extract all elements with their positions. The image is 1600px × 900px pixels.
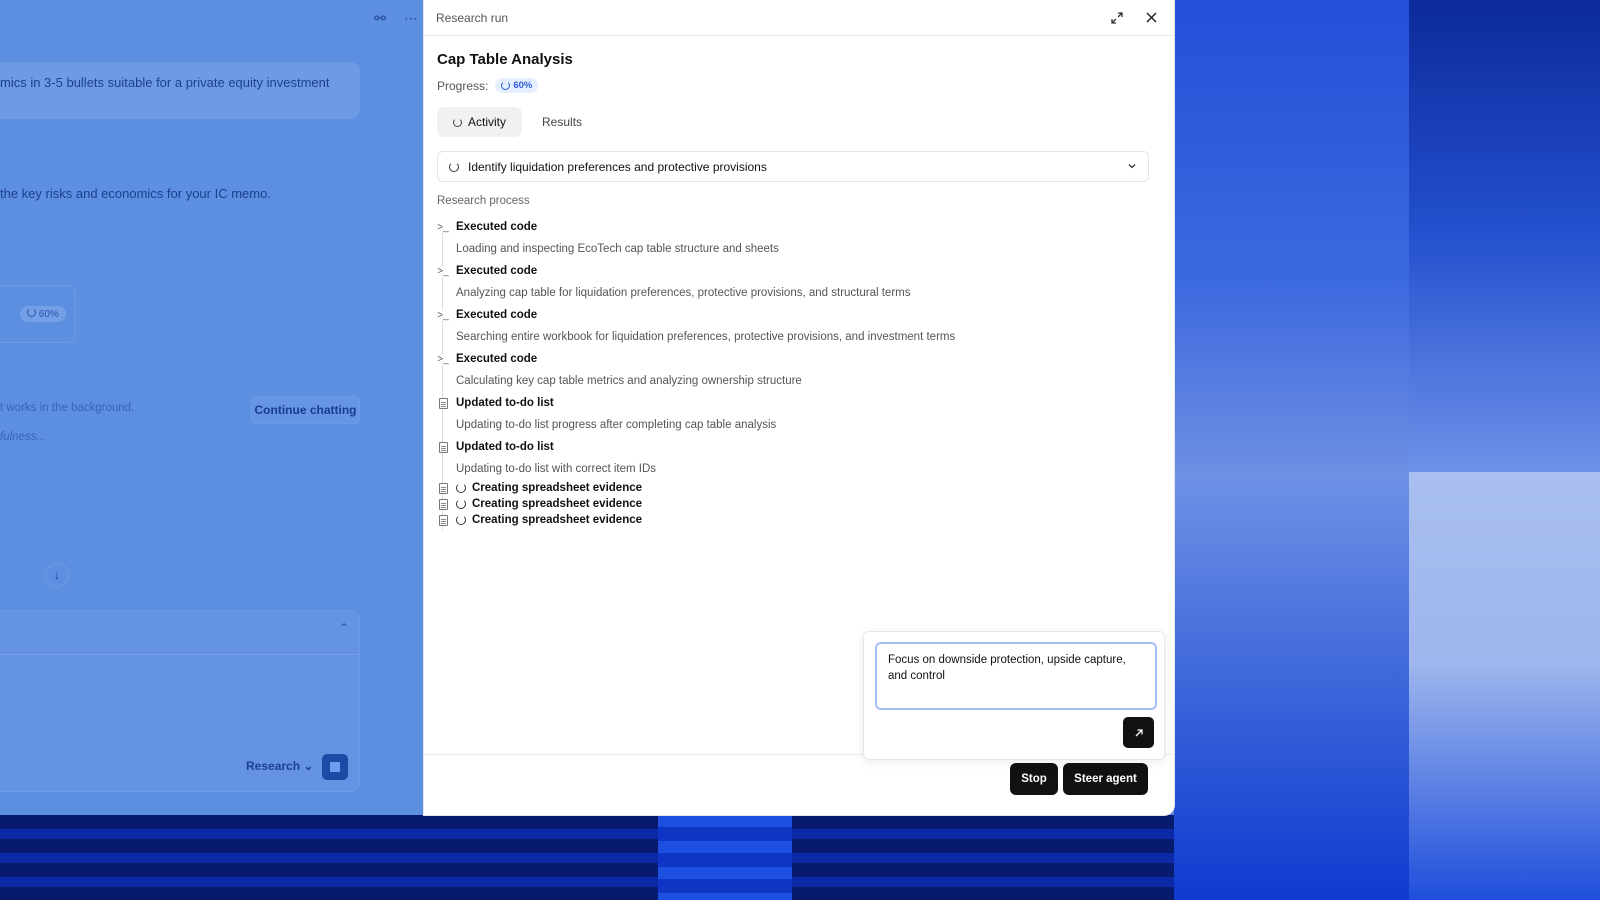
current-task-label: Identify liquidation preferences and protective provisions: [468, 159, 767, 174]
document-icon: [437, 499, 449, 510]
wallpaper-tile: [1174, 472, 1409, 900]
more-icon[interactable]: ⋯: [404, 10, 418, 26]
step-description: Updating to-do list progress after completing cap table analysis: [456, 419, 777, 431]
chevron-down-icon: [1127, 160, 1137, 174]
step-description: Calculating key cap table metrics and analyzing ownership structure: [456, 375, 802, 387]
mode-select[interactable]: [246, 759, 313, 773]
step-title: Executed code: [456, 353, 538, 365]
spinner-icon: [501, 81, 510, 90]
wallpaper-tile: [0, 815, 1174, 900]
pending-step[interactable]: [437, 512, 1137, 528]
composer-divider: [0, 654, 359, 655]
chevron-up-icon[interactable]: ⌃: [338, 621, 349, 635]
close-icon[interactable]: [1140, 7, 1162, 29]
continue-chatting-button[interactable]: Continue chatting: [251, 396, 360, 424]
progress-row: [437, 78, 538, 93]
user-message-bubble: mics in 3-5 bullets suitable for a private equity investment: [0, 62, 360, 119]
panel-header: [424, 0, 1174, 36]
pending-step[interactable]: [437, 480, 1137, 496]
step-title: Creating spreadsheet evidence: [472, 498, 643, 510]
research-process-label: Research process: [437, 195, 530, 207]
step-title: Executed code: [456, 221, 538, 233]
timeline-step[interactable]: [437, 304, 1137, 326]
spinner-icon: [456, 483, 466, 493]
research-card-progress-value: 60%: [38, 309, 59, 320]
step-title: Creating spreadsheet evidence: [472, 482, 643, 494]
step-title: Updated to-do list: [456, 397, 554, 409]
progress-label: Progress:: [437, 78, 489, 93]
stop-button[interactable]: Stop: [1010, 763, 1058, 795]
mode-select-label: Research: [246, 759, 301, 773]
assistant-message: the key risks and economics for your IC memo.: [0, 186, 271, 201]
step-description: Searching entire workbook for liquidation preferences, protective provisions, and investment terms: [456, 331, 956, 343]
scroll-down-icon[interactable]: ↓: [45, 563, 69, 587]
checklist-icon: [437, 398, 449, 409]
wallpaper-tile: [658, 815, 792, 900]
timeline-step[interactable]: [437, 392, 1137, 414]
expand-icon[interactable]: [1106, 7, 1128, 29]
progress-value: 60%: [513, 80, 533, 91]
timeline-step[interactable]: [437, 260, 1137, 282]
chevron-down-icon: ⌄: [303, 759, 314, 773]
terminal-icon: >_: [437, 353, 449, 365]
thinking-status: fulness...: [0, 431, 47, 443]
progress-badge: [495, 78, 538, 93]
panel-header-title: Research run: [436, 10, 509, 25]
spinner-icon: [449, 162, 459, 172]
step-title: Updated to-do list: [456, 441, 554, 453]
spinner-icon: [27, 308, 36, 317]
chat-window-dimmed: [0, 0, 424, 815]
page-title: Cap Table Analysis: [437, 51, 573, 68]
current-task-dropdown[interactable]: [437, 151, 1149, 182]
link-icon[interactable]: ⚯: [374, 10, 386, 26]
background-note: t works in the background.: [0, 402, 135, 414]
step-title: Executed code: [456, 265, 538, 277]
research-card-progress: [20, 306, 66, 322]
chat-toolbar: [374, 10, 418, 27]
steer-popover: [863, 631, 1165, 760]
steer-input[interactable]: [875, 642, 1157, 710]
research-timeline: [437, 216, 1137, 528]
wallpaper-tile: [1174, 0, 1409, 472]
step-description: Updating to-do list with correct item IDs: [456, 463, 657, 475]
terminal-icon: >_: [437, 309, 449, 321]
arrow-up-right-icon: [1134, 728, 1144, 738]
send-button[interactable]: [1123, 717, 1154, 748]
tab-results-label: Results: [542, 115, 583, 129]
tab-activity[interactable]: [437, 107, 522, 137]
step-title: Creating spreadsheet evidence: [472, 514, 643, 526]
pending-step[interactable]: [437, 496, 1137, 512]
tab-results[interactable]: [526, 107, 598, 137]
spinner-icon: [453, 118, 462, 127]
step-title: Executed code: [456, 309, 538, 321]
step-description: Loading and inspecting EcoTech cap table structure and sheets: [456, 243, 779, 255]
timeline-step[interactable]: [437, 216, 1137, 238]
document-icon: [437, 483, 449, 494]
steer-agent-button[interactable]: Steer agent: [1063, 763, 1148, 795]
wallpaper-tile: [1409, 472, 1600, 900]
spinner-icon: [456, 499, 466, 509]
tab-bar: [437, 107, 598, 137]
step-description: Analyzing cap table for liquidation preferences, protective provisions, and structural terms: [456, 287, 911, 299]
stop-generation-button[interactable]: [322, 754, 348, 780]
tab-activity-label: Activity: [468, 115, 507, 129]
terminal-icon: >_: [437, 221, 449, 233]
timeline-step[interactable]: [437, 348, 1137, 370]
document-icon: [437, 515, 449, 526]
checklist-icon: [437, 442, 449, 453]
timeline-step[interactable]: [437, 436, 1137, 458]
wallpaper-tile: [1409, 0, 1600, 472]
spinner-icon: [456, 515, 466, 525]
terminal-icon: >_: [437, 265, 449, 277]
